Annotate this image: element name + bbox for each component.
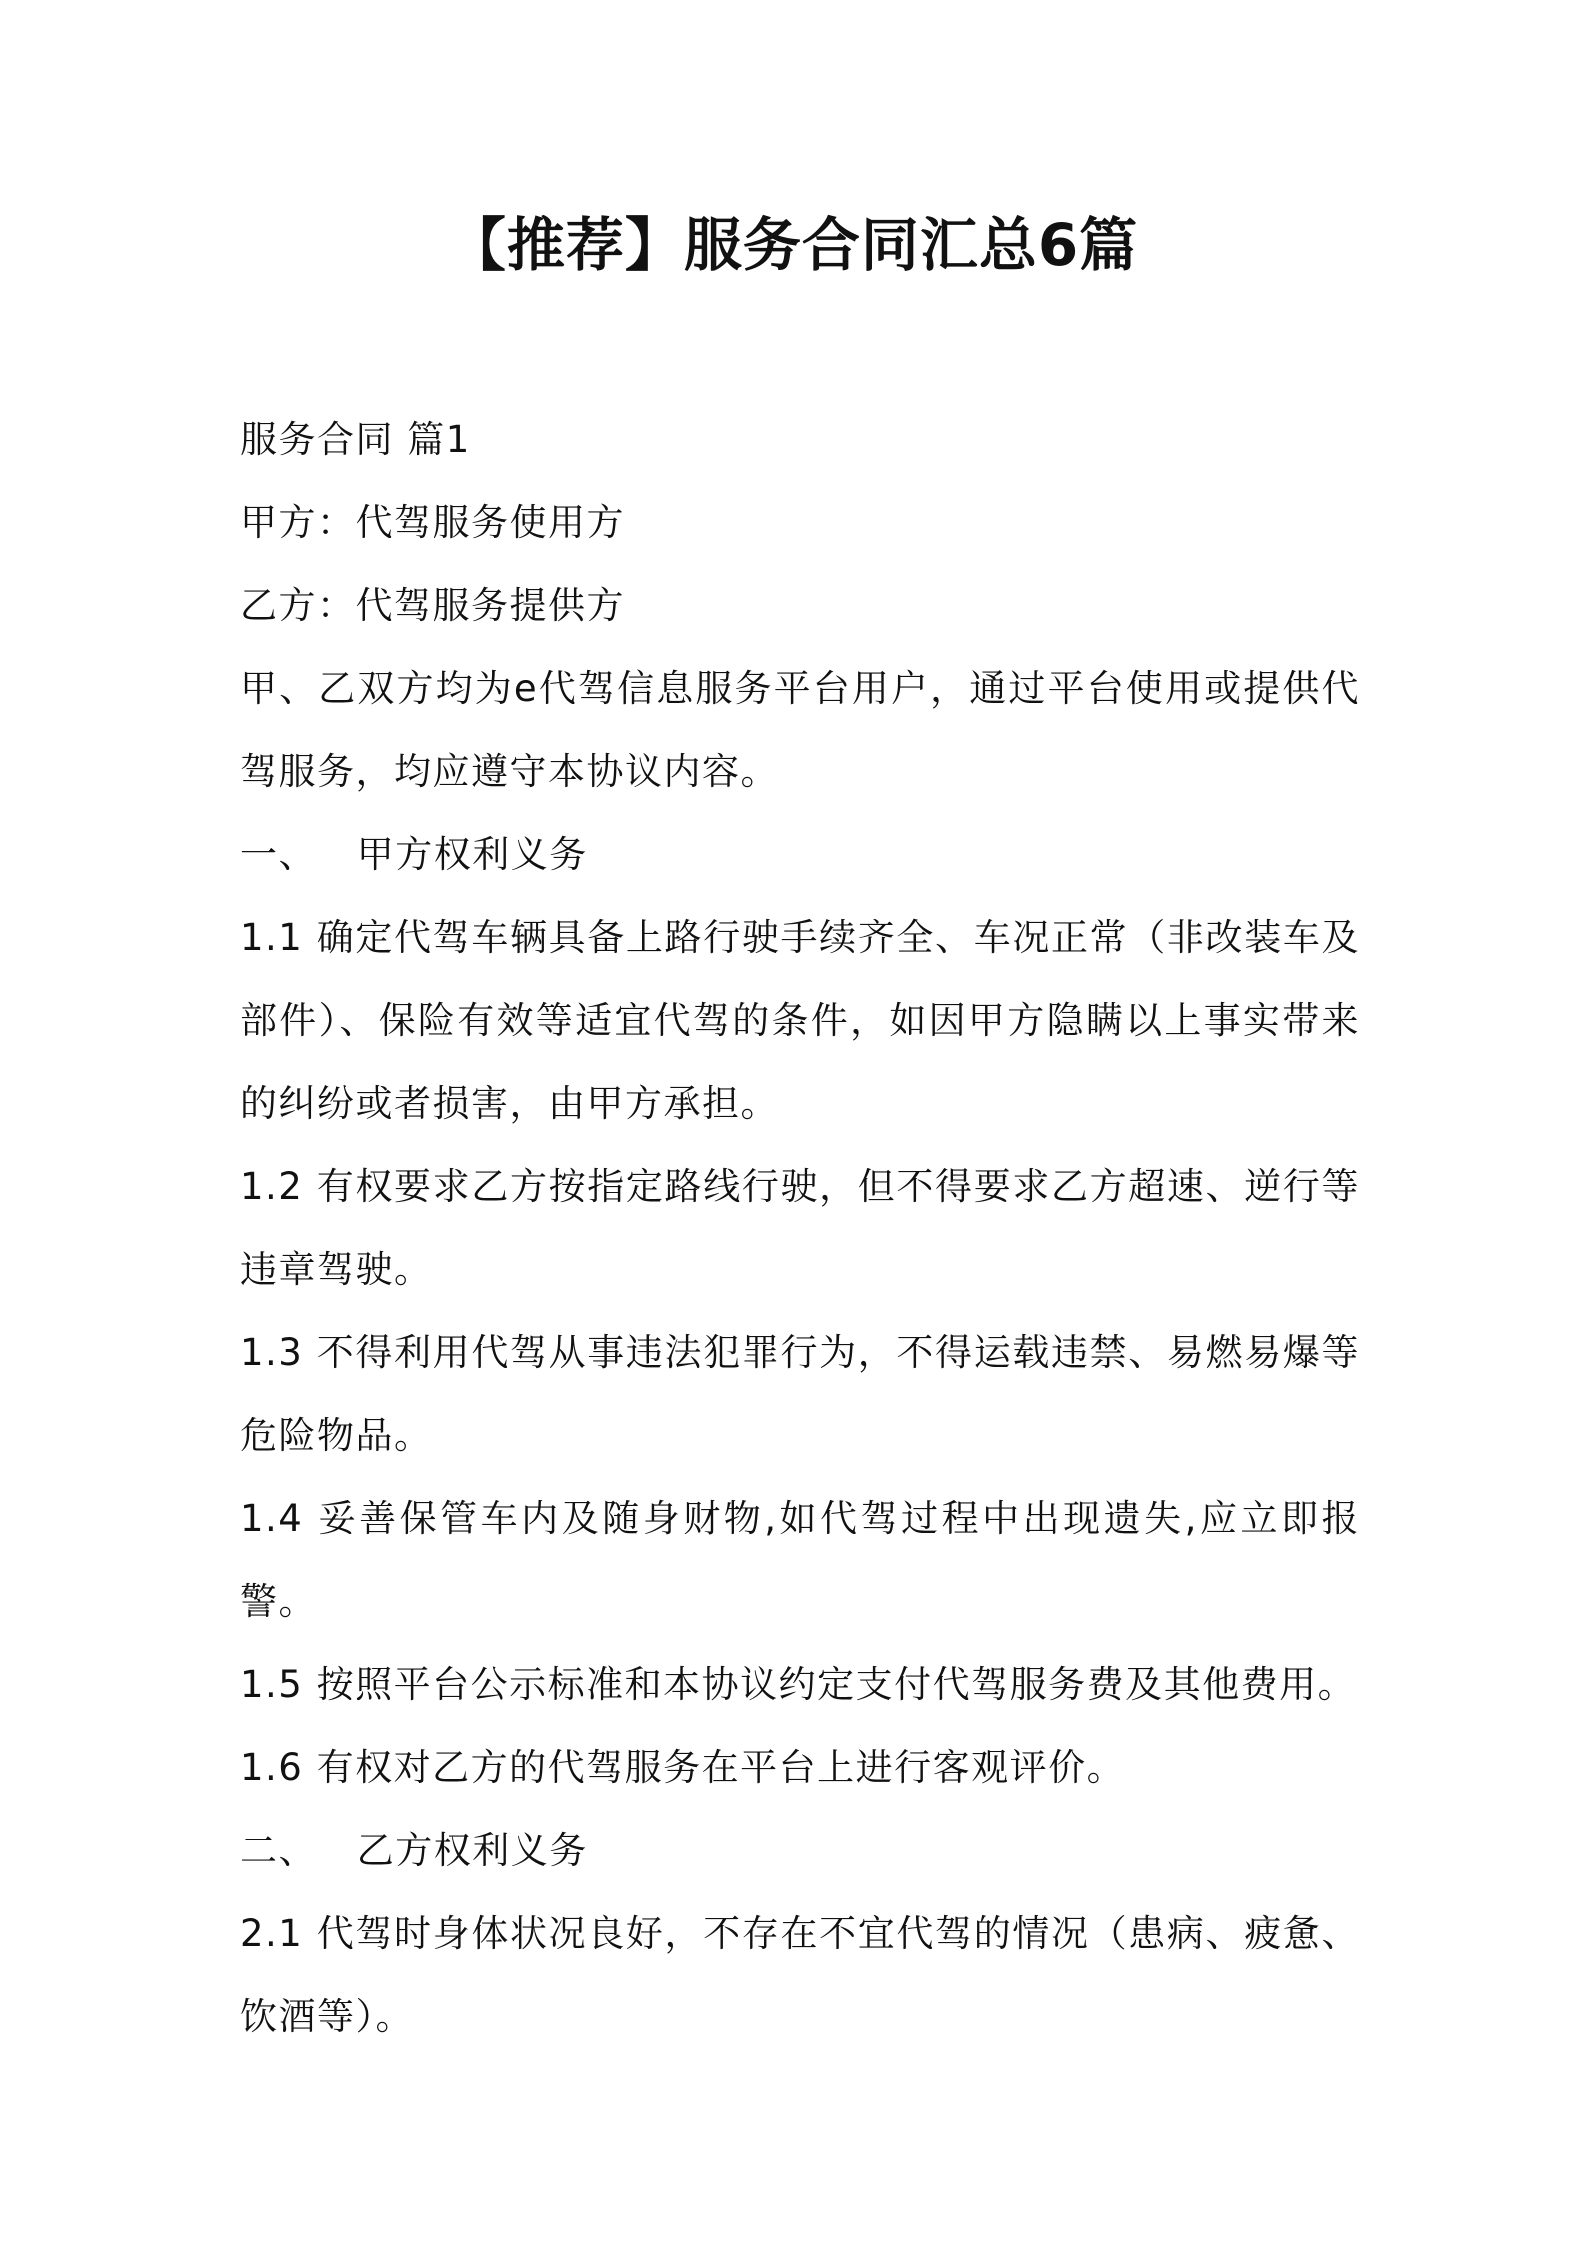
section-heading-party-a-rights: 一、 甲方权利义务	[240, 833, 588, 876]
clause-1-5: 1.5 按照平台公示标准和本协议约定支付代驾服务费及其他费用。	[240, 1663, 1357, 1706]
intro-paragraph: 甲、乙双方均为e代驾信息服务平台用户，通过平台使用或提供代驾服务，均应遵守本协议内容。	[240, 667, 1360, 793]
section-heading-contract-1: 服务合同 篇1	[240, 418, 471, 461]
clause-1-6: 1.6 有权对乙方的代驾服务在平台上进行客观评价。	[240, 1746, 1126, 1789]
clause-1-2: 1.2 有权要求乙方按指定路线行驶，但不得要求乙方超速、逆行等违章驾驶。	[240, 1165, 1360, 1291]
document-body	[240, 398, 1360, 2058]
document-title: 【推荐】服务合同汇总6篇	[447, 211, 1139, 279]
clause-1-4: 1.4 妥善保管车内及随身财物,如代驾过程中出现遗失,应立即报警。	[240, 1497, 1360, 1623]
clause-2-1: 2.1 代驾时身体状况良好，不存在不宜代驾的情况（患病、疲惫、饮酒等）。	[240, 1912, 1360, 2038]
party-b-line: 乙方：代驾服务提供方	[240, 584, 625, 627]
section-heading-party-b-rights: 二、 乙方权利义务	[240, 1829, 588, 1872]
clause-1-1: 1.1 确定代驾车辆具备上路行驶手续齐全、车况正常（非改装车及部件）、保险有效等适宜代驾的条件，如因甲方隐瞒以上事实带来的纠纷或者损害，由甲方承担。	[240, 916, 1360, 1125]
party-a-line: 甲方：代驾服务使用方	[240, 501, 625, 544]
clause-1-3: 1.3 不得利用代驾从事违法犯罪行为，不得运载违禁、易燃易爆等危险物品。	[240, 1331, 1360, 1457]
